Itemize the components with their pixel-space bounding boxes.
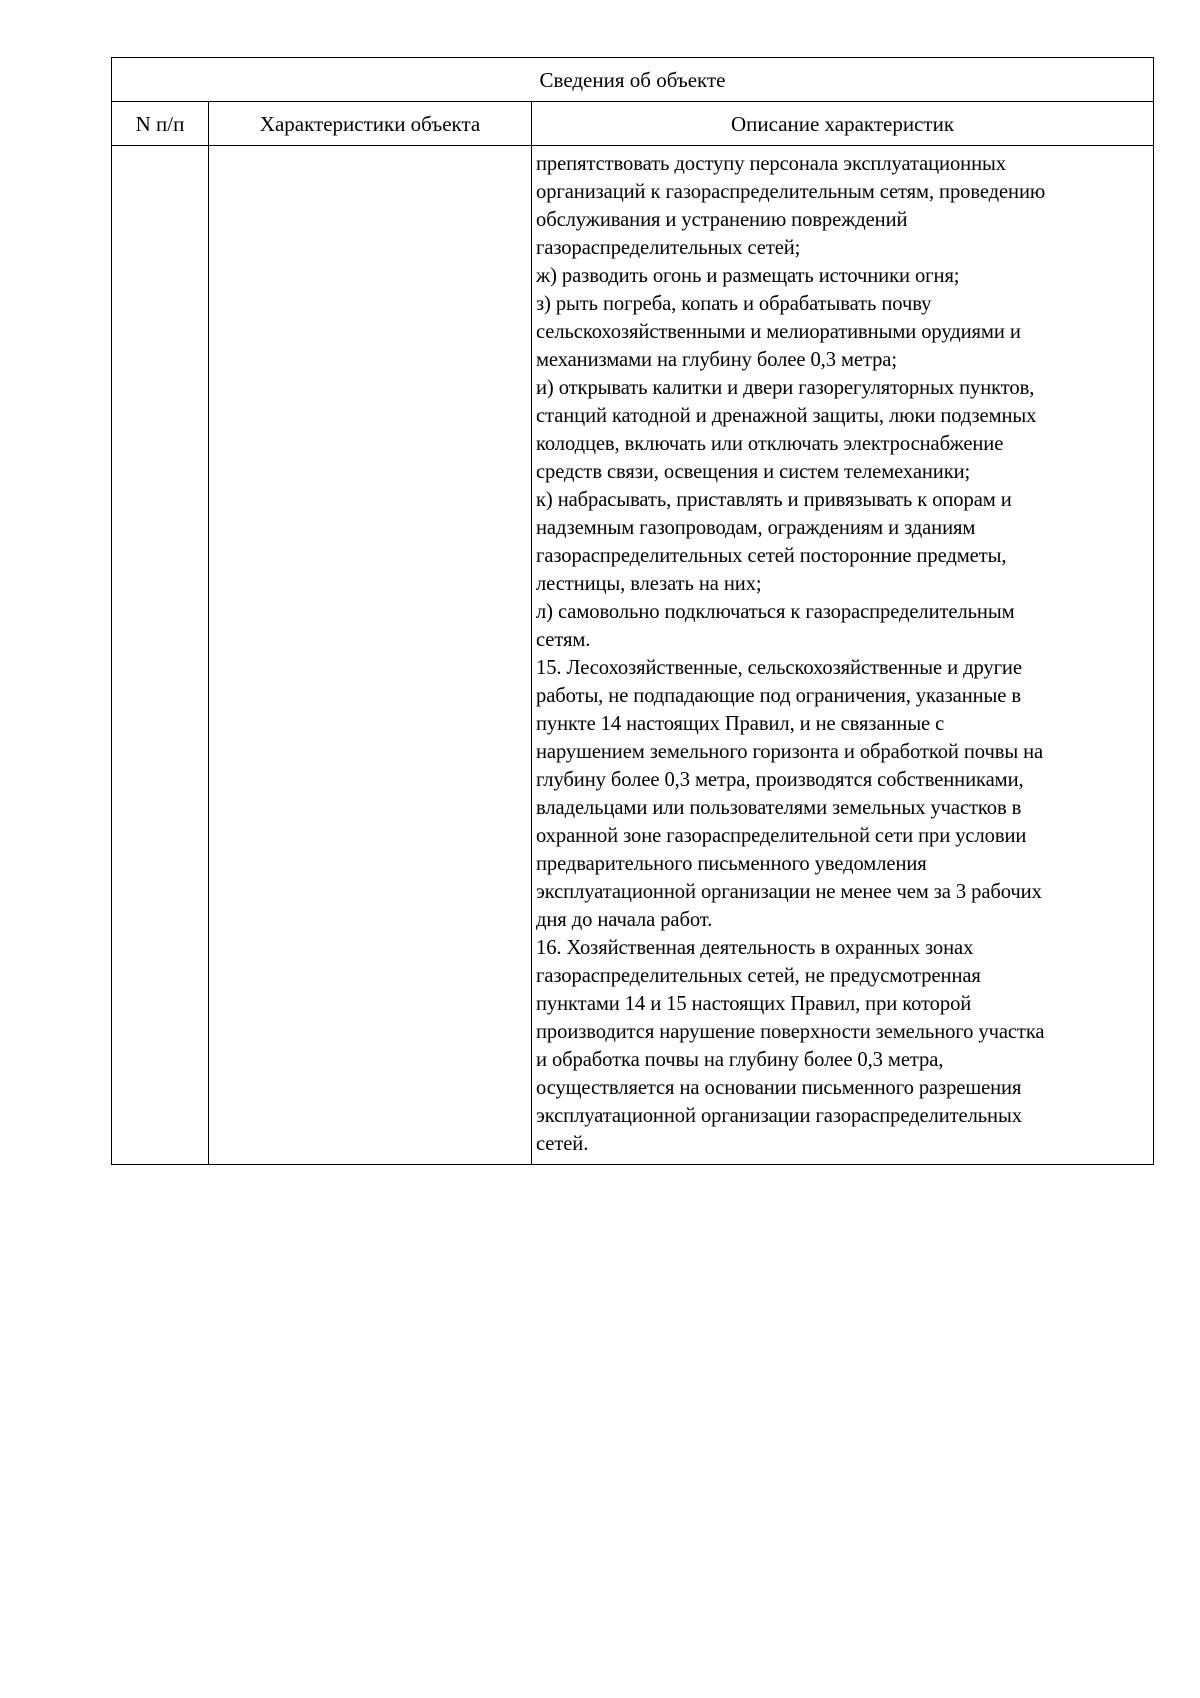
description-line: эксплуатационной организации газораспределительных: [536, 1105, 1022, 1127]
description-line: надземным газопроводам, ограждениям и зданиям: [536, 517, 976, 539]
column-header-characteristics: Характеристики объекта: [209, 102, 532, 146]
description-line: 15. Лесохозяйственные, сельскохозяйственные и другие: [536, 657, 1022, 679]
description-line: колодцев, включать или отключать электроснабжение: [536, 433, 1004, 455]
column-header-description: Описание характеристик: [532, 102, 1154, 146]
description-line: лестницы, влезать на них;: [536, 573, 762, 595]
description-line: ж) разводить огонь и размещать источники огня;: [536, 265, 960, 287]
description-line: дня до начала работ.: [536, 909, 713, 931]
description-line: глубину более 0,3 метра, производятся собственниками,: [536, 769, 1024, 791]
description-line: пунктами 14 и 15 настоящих Правил, при которой: [536, 993, 972, 1015]
description-line: пункте 14 настоящих Правил, и не связанные с: [536, 713, 945, 735]
row-characteristic-cell: [209, 146, 532, 1165]
description-line: и обработка почвы на глубину более 0,3 метра,: [536, 1049, 944, 1071]
description-line: осуществляется на основании письменного разрешения: [536, 1077, 1022, 1099]
description-line: з) рыть погреба, копать и обрабатывать почву: [536, 293, 932, 315]
description-line: и) открывать калитки и двери газорегуляторных пунктов,: [536, 377, 1035, 399]
description-line: сельскохозяйственными и мелиоративными орудиями и: [536, 321, 1021, 343]
description-line: к) набрасывать, приставлять и привязывать к опорам и: [536, 489, 1012, 511]
description-line: организаций к газораспределительным сетям, проведению: [536, 181, 1046, 203]
description-line: сетей.: [536, 1133, 589, 1155]
description-line: препятствовать доступу персонала эксплуатационных: [536, 153, 1006, 175]
description-line: эксплуатационной организации не менее чем за 3 рабочих: [536, 881, 1042, 903]
description-line: газораспределительных сетей посторонние предметы,: [536, 545, 1007, 567]
description-line: работы, не подпадающие под ограничения, указанные в: [536, 685, 1021, 707]
table-title: Сведения об объекте: [112, 58, 1154, 102]
column-header-number: N п/п: [112, 102, 209, 146]
description-line: сетям.: [536, 629, 591, 651]
description-line: станций катодной и дренажной защиты, люки подземных: [536, 405, 1037, 427]
description-line: газораспределительных сетей, не предусмотренная: [536, 965, 981, 987]
object-info-table: [111, 57, 1154, 1165]
description-line: нарушением земельного горизонта и обработкой почвы на: [536, 741, 1044, 763]
description-line: механизмами на глубину более 0,3 метра;: [536, 349, 897, 371]
row-number-cell: [112, 146, 209, 1165]
table-row: [112, 146, 1154, 1165]
row-description-cell: [532, 146, 1154, 1165]
description-line: охранной зоне газораспределительной сети при условии: [536, 825, 1027, 847]
description-line: л) самовольно подключаться к газораспределительным: [536, 601, 1015, 623]
description-line: 16. Хозяйственная деятельность в охранных зонах: [536, 937, 974, 959]
table-title-row: [112, 58, 1154, 102]
description-line: газораспределительных сетей;: [536, 237, 801, 259]
description-line: обслуживания и устранению повреждений: [536, 209, 908, 231]
description-line: производится нарушение поверхности земельного участка: [536, 1021, 1045, 1043]
table-header-row: [112, 102, 1154, 146]
description-line: владельцами или пользователями земельных участков в: [536, 797, 1022, 819]
description-line: предварительного письменного уведомления: [536, 853, 927, 875]
description-line: средств связи, освещения и систем телемеханики;: [536, 461, 971, 483]
